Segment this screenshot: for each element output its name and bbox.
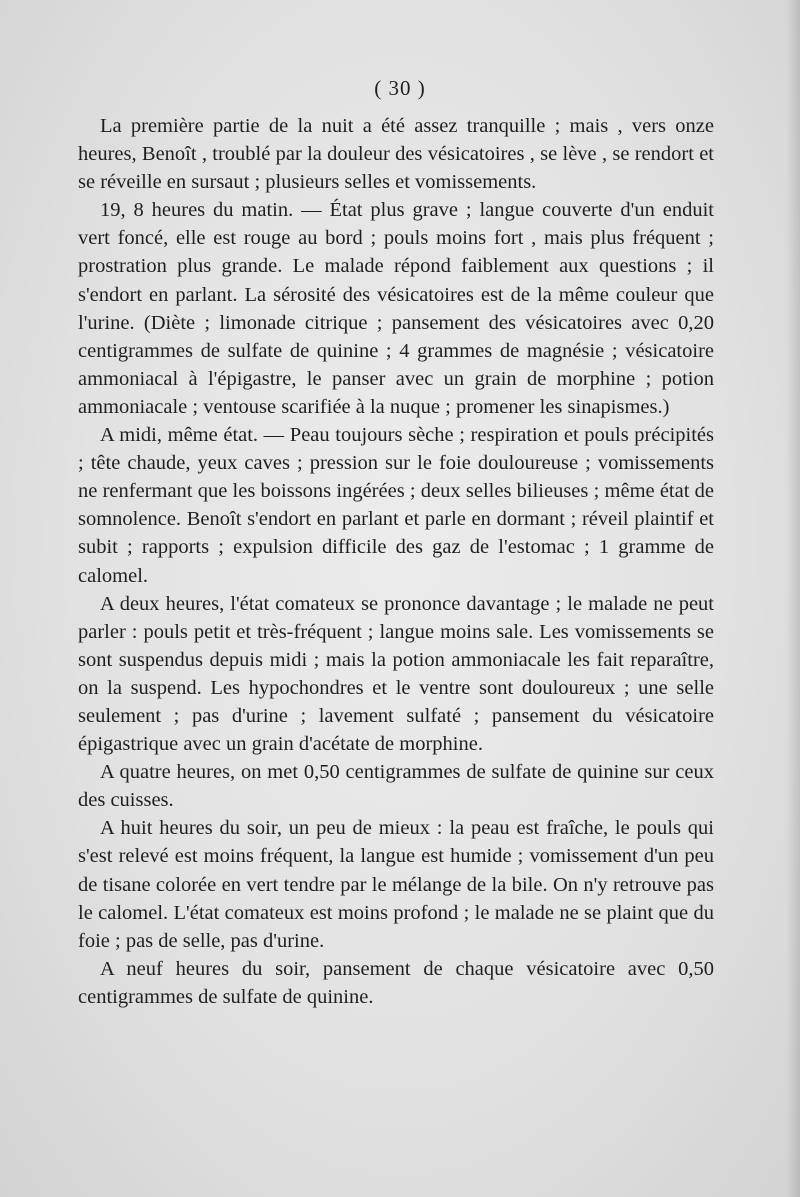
paragraph-two-oclock: A deux heures, l'état comateux se prononce davantage ; le malade ne peut parler : pouls petit et très-fréquent ; langue moins sale. Les vomissements se sont suspendus depuis midi ; mais la potion ammoniacale les fait reparaître, on la suspend. Les hypochondres et le ventre sont douloureux ; une selle seulement ; pas d'urine ; lavement sulfaté ; pansement du vésicatoire épigastrique avec un grain d'acétate de morphine.	[78, 592, 714, 756]
paragraph-nine-evening: A neuf heures du soir, pansement de chaque vésicatoire avec 0,50 centigrammes de sulfate de quinine.	[78, 957, 714, 1008]
paragraph-night: La première partie de la nuit a été assez tranquille ; mais , vers onze heures, Benoît , troublé par la douleur des vésicatoires , se lève , se rendort et se réveille en sursaut ; plusieurs selles et vomissements.	[78, 115, 714, 194]
body-text	[78, 112, 714, 1011]
paragraph-eight-evening: A huit heures du soir, un peu de mieux : la peau est fraîche, le pouls qui s'est relevé est moins fréquent, la langue est humide ; vomissement d'un peu de tisane colorée en vert tendre par le mélange de la bile. On n'y retrouve pas le calomel. L'état comateux est moins profond ; le malade ne se plaint que du foie ; pas de selle, pas d'urine.	[78, 817, 714, 952]
paragraph-four-oclock: A quatre heures, on met 0,50 centigrammes de sulfate de quinine sur ceux des cuisses.	[78, 761, 714, 812]
paragraph-morning-19: 19, 8 heures du matin. — État plus grave ; langue couverte d'un enduit vert foncé, elle est rouge au bord ; pouls moins fort , mais plus fréquent ; prostration plus grande. Le malade répond faiblement aux questions ; il s'endort en parlant. La sérosité des vésicatoires est de la même couleur que l'urine. (Diète ; limonade citrique ; pansement des vésicatoires avec 0,20 centigrammes de sulfate de quinine ; 4 grammes de magnésie ; vésicatoire ammoniacal à l'épigastre, le panser avec un grain de morphine ; potion ammoniacale ; ventouse scarifiée à la nuque ; promener les sinapismes.)	[78, 199, 714, 418]
paragraph-noon: A midi, même état. — Peau toujours sèche ; respiration et pouls précipités ; tête chaude, yeux caves ; pression sur le foie douloureuse ; vomissements ne renfermant que les boissons ingérées ; deux selles bilieuses ; même état de somnolence. Benoît s'endort en parlant et parle en dormant ; réveil plaintif et subit ; rapports ; expulsion difficile des gaz de l'estomac ; 1 gramme de calomel.	[78, 424, 714, 587]
page-number: ( 30 )	[374, 76, 426, 100]
page-edge-shadow	[786, 0, 800, 1197]
